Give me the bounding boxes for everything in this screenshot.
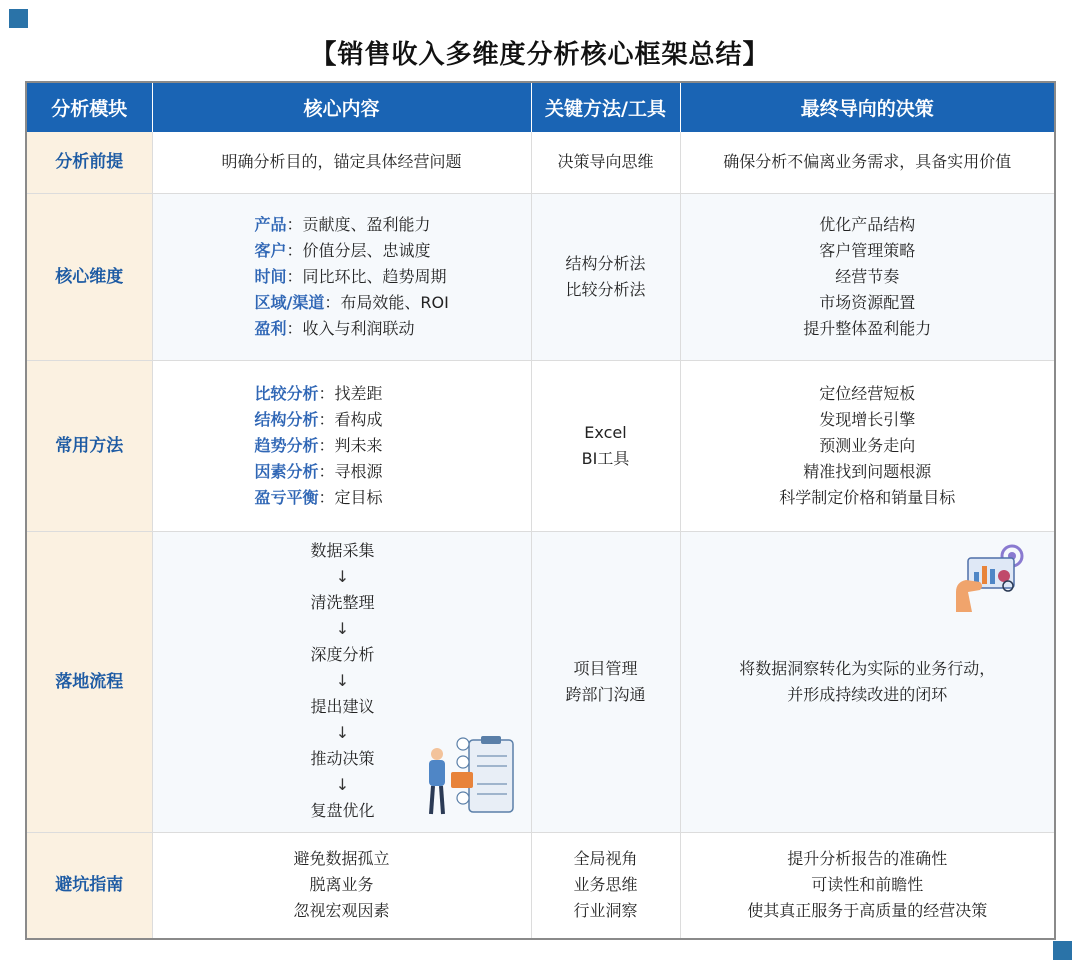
content-line: 明确分析目的，锚定具体经营问题 <box>221 152 462 172</box>
content-cell <box>152 193 531 360</box>
table-row <box>26 832 1055 939</box>
hand-analytics-illustration-icon <box>950 542 1030 614</box>
methods-cell <box>531 832 680 939</box>
flow-step: 清洗整理 <box>310 592 375 612</box>
module-cell: 避坑指南 <box>26 832 152 939</box>
decision-line: 并形成持续改进的闭环 <box>787 684 948 704</box>
decision-line: 发现增长引擎 <box>819 409 916 429</box>
decision-line: 经营节奏 <box>835 266 900 286</box>
flow-step: 提出建议 <box>310 696 375 716</box>
decision-line: 客户管理策略 <box>819 240 916 260</box>
decision-line: 使其真正服务于高质量的经营决策 <box>747 901 988 921</box>
module-cell: 常用方法 <box>26 360 152 531</box>
method-item: 盈亏平衡：定目标 <box>254 487 383 507</box>
method-line: BI工具 <box>581 448 630 468</box>
method-item: 因素分析：寻根源 <box>254 461 383 481</box>
decision-line: 定位经营短板 <box>819 383 916 403</box>
module-cell: 落地流程 <box>26 531 152 832</box>
decisions-cell <box>680 360 1055 531</box>
flow-step: 推动决策 <box>310 748 375 768</box>
corner-decoration-bottom-right <box>1053 941 1072 960</box>
framework-table <box>25 81 1056 940</box>
clipboard-illustration-icon <box>425 734 519 818</box>
dimension-item: 盈利：收入与利润联动 <box>254 318 415 338</box>
header-content: 核心内容 <box>152 82 531 132</box>
method-line: 项目管理 <box>573 658 638 678</box>
table-row <box>26 193 1055 360</box>
method-line: 全局视角 <box>573 849 638 869</box>
header-module: 分析模块 <box>26 82 152 132</box>
method-item: 比较分析：找差距 <box>254 383 383 403</box>
method-line: Excel <box>584 422 627 442</box>
method-line: 比较分析法 <box>565 279 646 299</box>
flow-step: 数据采集 <box>310 540 375 560</box>
process-flow <box>153 532 531 830</box>
method-line: 行业洞察 <box>573 901 638 921</box>
down-arrow-icon: ↓ <box>335 774 350 794</box>
flow-step: 复盘优化 <box>310 800 375 820</box>
page-title: 【销售收入多维度分析核心框架总结】 <box>310 40 770 70</box>
methods-cell <box>531 531 680 832</box>
header-decisions: 最终导向的决策 <box>680 82 1055 132</box>
decisions-cell <box>680 531 1055 832</box>
header-methods: 关键方法/工具 <box>531 82 680 132</box>
decision-line: 科学制定价格和销量目标 <box>779 487 956 507</box>
flow-step: 深度分析 <box>310 644 375 664</box>
down-arrow-icon: ↓ <box>335 566 350 586</box>
content-line: 脱离业务 <box>309 875 374 895</box>
dimension-item: 区域/渠道：布局效能、ROI <box>254 292 449 312</box>
down-arrow-icon: ↓ <box>335 618 350 638</box>
table-row <box>26 531 1055 832</box>
module-cell: 分析前提 <box>26 132 152 193</box>
corner-decoration-top-left <box>9 9 28 28</box>
header-row <box>26 82 1055 132</box>
decisions-cell <box>680 193 1055 360</box>
decision-line: 可读性和前瞻性 <box>811 875 924 895</box>
method-item: 趋势分析：判未来 <box>254 435 383 455</box>
content-cell <box>152 132 531 193</box>
decision-line: 精准找到问题根源 <box>803 461 932 481</box>
dimension-item: 客户：价值分层、忠诚度 <box>254 240 431 260</box>
module-cell: 核心维度 <box>26 193 152 360</box>
content-line: 忽视宏观因素 <box>293 901 390 921</box>
content-cell <box>152 531 531 832</box>
method-item: 结构分析：看构成 <box>254 409 383 429</box>
dimension-item: 产品：贡献度、盈利能力 <box>254 214 431 234</box>
content-cell <box>152 832 531 939</box>
method-line: 结构分析法 <box>565 253 646 273</box>
method-line: 跨部门沟通 <box>565 684 646 704</box>
decision-line: 优化产品结构 <box>819 214 916 234</box>
methods-cell <box>531 132 680 193</box>
methods-cell <box>531 360 680 531</box>
decisions-cell <box>680 832 1055 939</box>
method-line: 决策导向思维 <box>557 152 654 172</box>
decision-line: 预测业务走向 <box>819 435 916 455</box>
decision-line: 将数据洞察转化为实际的业务行动， <box>739 658 996 678</box>
methods-cell <box>531 193 680 360</box>
decision-line: 提升分析报告的准确性 <box>787 849 948 869</box>
table-row <box>26 132 1055 193</box>
down-arrow-icon: ↓ <box>335 670 350 690</box>
down-arrow-icon: ↓ <box>335 722 350 742</box>
decision-line: 确保分析不偏离业务需求，具备实用价值 <box>723 152 1012 172</box>
dimension-item: 时间：同比环比、趋势周期 <box>254 266 447 286</box>
decision-line: 提升整体盈利能力 <box>803 318 932 338</box>
content-line: 避免数据孤立 <box>293 849 390 869</box>
method-line: 业务思维 <box>573 875 638 895</box>
decisions-cell <box>680 132 1055 193</box>
decision-line: 市场资源配置 <box>819 292 916 312</box>
content-cell <box>152 360 531 531</box>
table-row <box>26 360 1055 531</box>
